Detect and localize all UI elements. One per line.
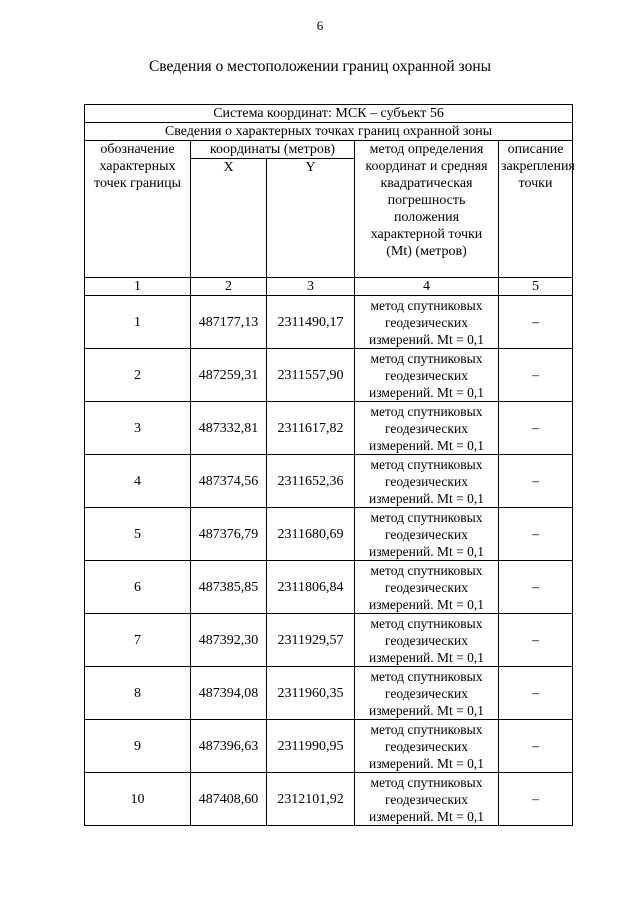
point-cell: 9 [85, 720, 191, 773]
description-cell: – [499, 455, 573, 508]
description-cell: – [499, 402, 573, 455]
table-row [85, 349, 573, 402]
description-cell: – [499, 296, 573, 349]
point-cell: 5 [85, 508, 191, 561]
table-row [85, 455, 573, 508]
point-cell: 2 [85, 349, 191, 402]
table-caption-row: Сведения о характерных точках границ охранной зоны [85, 123, 573, 141]
y-coordinate-cell: 2311652,36 [267, 455, 355, 508]
table-row [85, 720, 573, 773]
method-cell: метод спутниковых геодезических измерений. Mt = 0,1 [355, 773, 499, 826]
y-coordinate-cell: 2311806,84 [267, 561, 355, 614]
y-coordinate-cell: 2311490,17 [267, 296, 355, 349]
y-coordinate-cell: 2312101,92 [267, 773, 355, 826]
description-cell: – [499, 720, 573, 773]
description-cell: – [499, 349, 573, 402]
header-description: описание закрепления точки [499, 141, 573, 278]
coordinates-table [84, 104, 573, 826]
point-cell: 3 [85, 402, 191, 455]
column-number: 3 [267, 278, 355, 296]
description-cell: – [499, 667, 573, 720]
table-row [85, 296, 573, 349]
method-cell: метод спутниковых геодезических измерений. Mt = 0,1 [355, 667, 499, 720]
table-row [85, 614, 573, 667]
y-coordinate-cell: 2311990,95 [267, 720, 355, 773]
y-coordinate-cell: 2311680,69 [267, 508, 355, 561]
y-coordinate-cell: 2311557,90 [267, 349, 355, 402]
column-number: 4 [355, 278, 499, 296]
column-number: 2 [191, 278, 267, 296]
point-cell: 1 [85, 296, 191, 349]
x-coordinate-cell: 487177,13 [191, 296, 267, 349]
coordinate-system-row: Система координат: МСК – субъект 56 [85, 105, 573, 123]
description-cell: – [499, 614, 573, 667]
method-cell: метод спутниковых геодезических измерений. Mt = 0,1 [355, 614, 499, 667]
method-cell: метод спутниковых геодезических измерений. Mt = 0,1 [355, 508, 499, 561]
header-y: Y [267, 159, 355, 278]
x-coordinate-cell: 487259,31 [191, 349, 267, 402]
x-coordinate-cell: 487376,79 [191, 508, 267, 561]
point-cell: 7 [85, 614, 191, 667]
point-cell: 4 [85, 455, 191, 508]
x-coordinate-cell: 487332,81 [191, 402, 267, 455]
header-x: X [191, 159, 267, 278]
y-coordinate-cell: 2311960,35 [267, 667, 355, 720]
x-coordinate-cell: 487408,60 [191, 773, 267, 826]
description-cell: – [499, 508, 573, 561]
page-number: 6 [316, 18, 324, 33]
point-cell: 6 [85, 561, 191, 614]
header-coordinates: координаты (метров) [191, 141, 355, 159]
x-coordinate-cell: 487394,08 [191, 667, 267, 720]
header-designation: обозначение характерных точек границы [85, 141, 191, 278]
x-coordinate-cell: 487385,85 [191, 561, 267, 614]
header-method: метод определения координат и средняя квадратическая погрешность положения характерной точки (Mt) (метров) [355, 141, 499, 278]
table-row [85, 402, 573, 455]
x-coordinate-cell: 487374,56 [191, 455, 267, 508]
x-coordinate-cell: 487392,30 [191, 614, 267, 667]
page-title: Сведения о местоположении границ охранной зоны [148, 58, 492, 75]
table-row [85, 508, 573, 561]
column-number: 5 [499, 278, 573, 296]
method-cell: метод спутниковых геодезических измерений. Mt = 0,1 [355, 296, 499, 349]
table-row [85, 561, 573, 614]
method-cell: метод спутниковых геодезических измерений. Mt = 0,1 [355, 349, 499, 402]
y-coordinate-cell: 2311617,82 [267, 402, 355, 455]
method-cell: метод спутниковых геодезических измерений. Mt = 0,1 [355, 402, 499, 455]
description-cell: – [499, 561, 573, 614]
method-cell: метод спутниковых геодезических измерений. Mt = 0,1 [355, 455, 499, 508]
point-cell: 10 [85, 773, 191, 826]
table-row [85, 667, 573, 720]
y-coordinate-cell: 2311929,57 [267, 614, 355, 667]
table-row [85, 773, 573, 826]
method-cell: метод спутниковых геодезических измерений. Mt = 0,1 [355, 720, 499, 773]
method-cell: метод спутниковых геодезических измерений. Mt = 0,1 [355, 561, 499, 614]
point-cell: 8 [85, 667, 191, 720]
column-number: 1 [85, 278, 191, 296]
description-cell: – [499, 773, 573, 826]
x-coordinate-cell: 487396,63 [191, 720, 267, 773]
